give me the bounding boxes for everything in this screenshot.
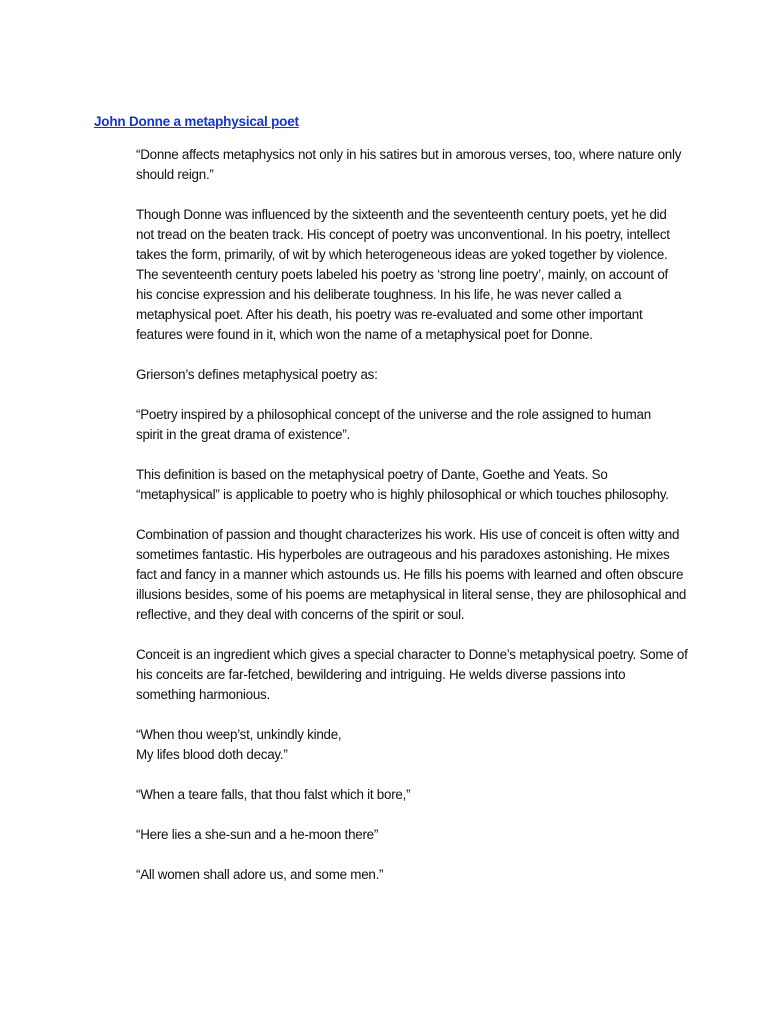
text-line: This definition is based on the metaphysical poetry of Dante, Goethe and Yeats. So [136,467,608,482]
paragraph [136,825,684,845]
paragraph [136,205,684,345]
paragraph [136,465,684,505]
paragraph [136,405,684,445]
text-line: fact and fancy in a manner which astounds us. He fills his poems with learned and often obscure [136,567,684,582]
text-line: should reign.” [136,167,214,182]
text-line: sometimes fantastic. His hyperboles are outrageous and his paradoxes astonishing. He mixes [136,547,670,562]
text-line: his conceits are far-fetched, bewildering and intriguing. He welds diverse passions into [136,667,626,682]
text-line: reflective, and they deal with concerns of the spirit or soul. [136,607,465,622]
text-line: Grierson’s defines metaphysical poetry as: [136,367,378,382]
text-line: spirit in the great drama of existence”. [136,427,351,442]
paragraph [136,865,684,885]
text-line: My lifes blood doth decay.” [136,747,288,762]
text-line: Conceit is an ingredient which gives a special character to Donne’s metaphysical poetry. Some of [136,647,688,662]
text-line: Though Donne was influenced by the sixteenth and the seventeenth century poets, yet he did [136,207,667,222]
text-line: “All women shall adore us, and some men.” [136,867,384,882]
text-line: features were found in it, which won the name of a metaphysical poet for Donne. [136,327,593,342]
paragraph [136,145,684,185]
text-line: The seventeenth century poets labeled his poetry as ‘strong line poetry’, mainly, on account of [136,267,669,282]
text-line: takes the form, primarily, of wit by which heterogeneous ideas are yoked together by violence. [136,247,668,262]
text-line: illusions besides, some of his poems are metaphysical in literal sense, they are philosophical and [136,587,687,602]
paragraph [136,645,688,705]
text-line: “Donne affects metaphysics not only in his satires but in amorous verses, too, where nature only [136,147,682,162]
text-line: “Here lies a she-sun and a he-moon there” [136,827,379,842]
text-line: “metaphysical” is applicable to poetry who is highly philosophical or which touches philosophy. [136,487,669,502]
paragraph [136,725,684,765]
paragraph [136,525,687,625]
text-line: Combination of passion and thought characterizes his work. His use of conceit is often witty and [136,527,680,542]
document-title-link[interactable]: John Donne a metaphysical poet [94,114,299,129]
paragraph [136,785,684,805]
text-line: “Poetry inspired by a philosophical concept of the universe and the role assigned to human [136,407,651,422]
text-line: not tread on the beaten track. His concept of poetry was unconventional. In his poetry, intellect [136,227,670,242]
text-line: something harmonious. [136,687,270,702]
text-line: metaphysical poet. After his death, his poetry was re-evaluated and some other important [136,307,643,322]
text-line: “When a teare falls, that thou falst which it bore,” [136,787,411,802]
document-body [136,145,688,905]
text-line: “When thou weep’st, unkindly kinde, [136,727,342,742]
text-line: his concise expression and his deliberate toughness. In his life, he was never called a [136,287,622,302]
paragraph [136,365,684,385]
